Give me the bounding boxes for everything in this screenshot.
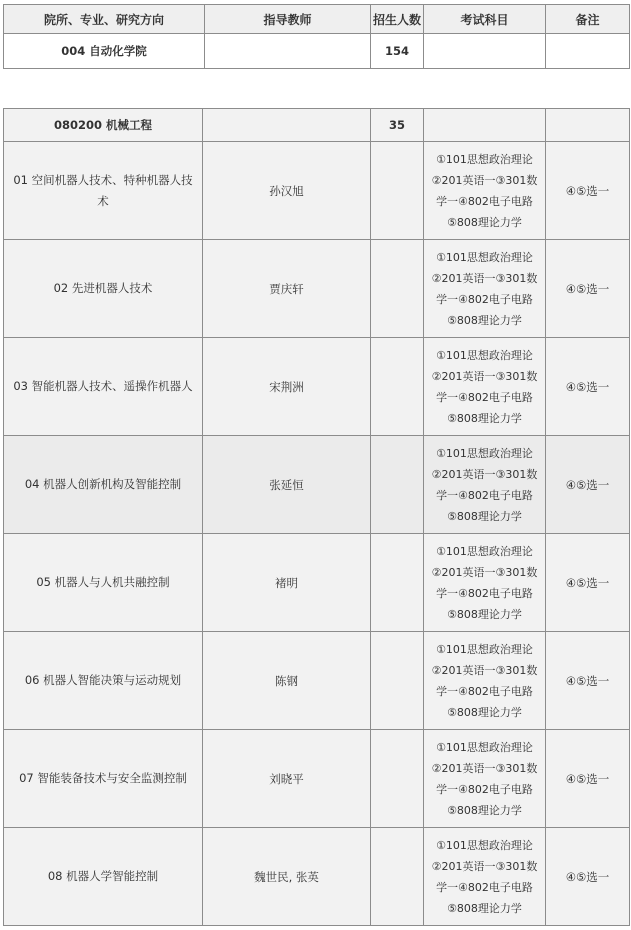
direction-advisor: 宋荆洲 <box>203 338 371 436</box>
exam-subject-line: ②201英语一③301数 <box>431 761 538 775</box>
direction-advisor: 贾庆轩 <box>203 240 371 338</box>
direction-exam-subjects <box>424 436 546 534</box>
exam-subject-line: 学一④802电子电路 <box>436 684 533 698</box>
school-exam-cell <box>424 34 546 69</box>
major-table <box>3 108 630 926</box>
direction-note: ④⑤选一 <box>546 142 630 240</box>
direction-name: 03 智能机器人技术、遥操作机器人 <box>4 338 203 436</box>
direction-note: ④⑤选一 <box>546 436 630 534</box>
direction-advisor: 陈钢 <box>203 632 371 730</box>
direction-name: 08 机器人学智能控制 <box>4 828 203 926</box>
exam-subject-line: ⑤808理论力学 <box>447 509 522 523</box>
direction-exam-subjects <box>424 240 546 338</box>
direction-row <box>4 632 630 730</box>
direction-exam-subjects <box>424 142 546 240</box>
major-note-cell <box>546 109 630 142</box>
header-exam: 考试科目 <box>424 5 546 34</box>
direction-name: 07 智能装备技术与安全监测控制 <box>4 730 203 828</box>
direction-note: ④⑤选一 <box>546 632 630 730</box>
exam-subject-line: ②201英语一③301数 <box>431 369 538 383</box>
exam-subject-line: 学一④802电子电路 <box>436 586 533 600</box>
direction-exam-subjects <box>424 534 546 632</box>
direction-note: ④⑤选一 <box>546 730 630 828</box>
direction-advisor: 魏世民, 张英 <box>203 828 371 926</box>
major-advisor-cell <box>203 109 371 142</box>
direction-note: ④⑤选一 <box>546 338 630 436</box>
exam-subject-line: ②201英语一③301数 <box>431 565 538 579</box>
school-note-cell <box>546 34 630 69</box>
exam-subject-line: ①101思想政治理论 <box>436 642 533 656</box>
school-advisor-cell <box>205 34 371 69</box>
exam-subject-line: ①101思想政治理论 <box>436 348 533 362</box>
major-row <box>4 109 630 142</box>
direction-quota-cell <box>371 338 424 436</box>
direction-name: 01 空间机器人技术、特种机器人技术 <box>4 142 203 240</box>
direction-quota-cell <box>371 240 424 338</box>
direction-row <box>4 240 630 338</box>
school-table <box>3 4 630 69</box>
direction-advisor: 刘晓平 <box>203 730 371 828</box>
exam-subject-line: ①101思想政治理论 <box>436 152 533 166</box>
major-exam-cell <box>424 109 546 142</box>
exam-subject-line: ①101思想政治理论 <box>436 250 533 264</box>
exam-subject-line: 学一④802电子电路 <box>436 488 533 502</box>
direction-quota-cell <box>371 632 424 730</box>
major-label: 080200 机械工程 <box>4 109 203 142</box>
exam-subject-line: ⑤808理论力学 <box>447 313 522 327</box>
exam-subject-line: ①101思想政治理论 <box>436 740 533 754</box>
header-quota: 招生人数 <box>371 5 424 34</box>
direction-row <box>4 534 630 632</box>
exam-subject-line: ②201英语一③301数 <box>431 467 538 481</box>
exam-subject-line: ①101思想政治理论 <box>436 544 533 558</box>
direction-row <box>4 436 630 534</box>
exam-subject-line: 学一④802电子电路 <box>436 880 533 894</box>
exam-subject-line: ②201英语一③301数 <box>431 173 538 187</box>
direction-name: 04 机器人创新机构及智能控制 <box>4 436 203 534</box>
direction-advisor: 孙汉旭 <box>203 142 371 240</box>
exam-subject-line: ②201英语一③301数 <box>431 663 538 677</box>
direction-note: ④⑤选一 <box>546 534 630 632</box>
exam-subject-line: ②201英语一③301数 <box>431 859 538 873</box>
direction-name: 05 机器人与人机共融控制 <box>4 534 203 632</box>
direction-name: 02 先进机器人技术 <box>4 240 203 338</box>
exam-subject-line: ⑤808理论力学 <box>447 705 522 719</box>
exam-subject-line: 学一④802电子电路 <box>436 782 533 796</box>
exam-subject-line: ①101思想政治理论 <box>436 838 533 852</box>
direction-note: ④⑤选一 <box>546 828 630 926</box>
direction-quota-cell <box>371 828 424 926</box>
exam-subject-line: ⑤808理论力学 <box>447 901 522 915</box>
direction-exam-subjects <box>424 338 546 436</box>
direction-note: ④⑤选一 <box>546 240 630 338</box>
exam-subject-line: 学一④802电子电路 <box>436 292 533 306</box>
school-quota: 154 <box>371 34 424 69</box>
direction-row <box>4 730 630 828</box>
direction-row <box>4 828 630 926</box>
direction-quota-cell <box>371 730 424 828</box>
direction-quota-cell <box>371 142 424 240</box>
exam-subject-line: ⑤808理论力学 <box>447 607 522 621</box>
direction-quota-cell <box>371 534 424 632</box>
exam-subject-line: ②201英语一③301数 <box>431 271 538 285</box>
exam-subject-line: ⑤808理论力学 <box>447 803 522 817</box>
direction-advisor: 褚明 <box>203 534 371 632</box>
direction-name: 06 机器人智能决策与运动规划 <box>4 632 203 730</box>
direction-exam-subjects <box>424 730 546 828</box>
header-note: 备注 <box>546 5 630 34</box>
direction-exam-subjects <box>424 828 546 926</box>
direction-row <box>4 338 630 436</box>
direction-row <box>4 142 630 240</box>
school-row <box>4 34 630 69</box>
direction-exam-subjects <box>424 632 546 730</box>
header-row <box>4 5 630 34</box>
direction-advisor: 张延恒 <box>203 436 371 534</box>
header-advisor: 指导教师 <box>205 5 371 34</box>
exam-subject-line: ⑤808理论力学 <box>447 215 522 229</box>
direction-quota-cell <box>371 436 424 534</box>
header-dept: 院所、专业、研究方向 <box>4 5 205 34</box>
school-label: 004 自动化学院 <box>4 34 205 69</box>
exam-subject-line: 学一④802电子电路 <box>436 390 533 404</box>
exam-subject-line: ①101思想政治理论 <box>436 446 533 460</box>
exam-subject-line: 学一④802电子电路 <box>436 194 533 208</box>
major-quota: 35 <box>371 109 424 142</box>
exam-subject-line: ⑤808理论力学 <box>447 411 522 425</box>
